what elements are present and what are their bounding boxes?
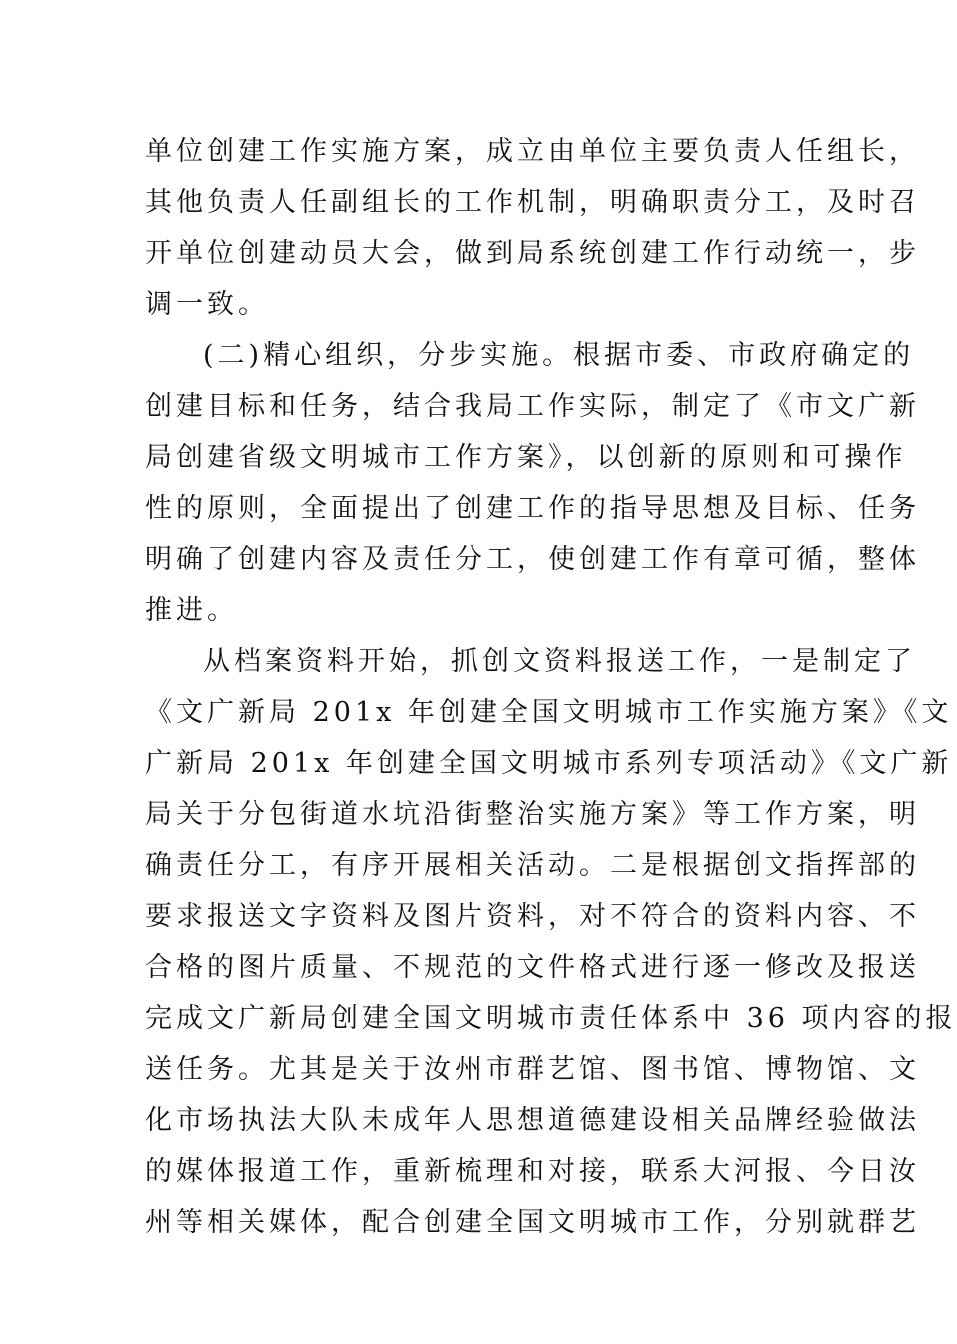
text-line: 创建目标和任务，结合我局工作实际，制定了《市文广新 — [145, 391, 920, 422]
text-line: 送任务。尤其是关于汝州市群艺馆、图书馆、博物馆、文 — [145, 1054, 920, 1085]
text-line: (二)精心组织，分步实施。根据市委、市政府确定的 — [203, 340, 915, 371]
text-line: 推进。 — [145, 595, 238, 626]
text-line: 化市场执法大队未成年人思想道德建设相关品牌经验做法 — [145, 1105, 920, 1136]
text-line: 确责任分工，有序开展相关活动。二是根据创文指挥部的 — [145, 850, 920, 881]
text-line: 局创建省级文明城市工作方案》，以创新的原则和可操作 — [145, 442, 907, 473]
text-line: 州等相关媒体，配合创建全国文明城市工作，分别就群艺 — [145, 1207, 920, 1238]
text-line: 明确了创建内容及责任分工，使创建工作有章可循，整体 — [145, 544, 920, 575]
text-line: 性的原则，全面提出了创建工作的指导思想及目标、任务 — [145, 493, 920, 524]
text-line: 广新局 201x 年创建全国文明城市系列专项活动》《文广新 — [145, 748, 953, 779]
text-line: 调一致。 — [145, 289, 269, 320]
text-line: 完成文广新局创建全国文明城市责任体系中 36 项内容的报 — [145, 1003, 957, 1034]
document-body — [145, 126, 957, 1248]
text-line: 开单位创建动员大会，做到局系统创建工作行动统一，步 — [145, 238, 920, 269]
text-line: 合格的图片质量、不规范的文件格式进行逐一修改及报送 — [145, 952, 920, 983]
text-line: 单位创建工作实施方案，成立由单位主要负责人任组长， — [145, 136, 920, 167]
text-line: 《文广新局 201x 年创建全国文明城市工作实施方案》《文 — [145, 697, 953, 728]
text-line: 从档案资料开始，抓创文资料报送工作，一是制定了 — [203, 646, 916, 677]
text-line: 局关于分包街道水坑沿街整治实施方案》等工作方案，明 — [145, 799, 920, 830]
text-line: 要求报送文字资料及图片资料，对不符合的资料内容、不 — [145, 901, 920, 932]
text-line: 的媒体报道工作，重新梳理和对接，联系大河报、今日汝 — [145, 1156, 920, 1187]
text-line: 其他负责人任副组长的工作机制，明确职责分工，及时召 — [145, 187, 920, 218]
